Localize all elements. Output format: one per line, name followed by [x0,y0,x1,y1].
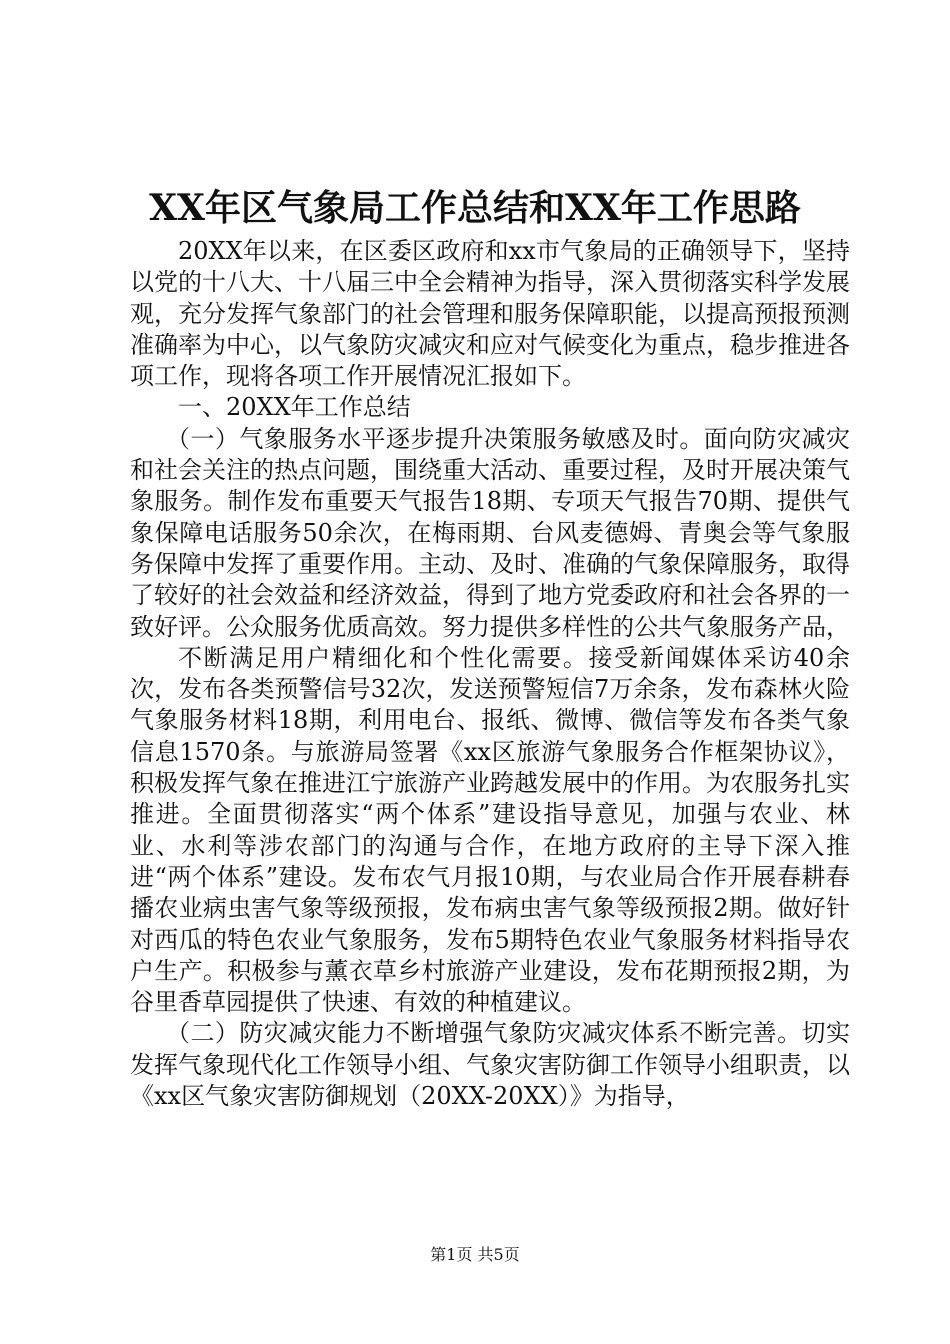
paragraph-public-service: 不断满足用户精细化和个性化需要。接受新闻媒体采访40余次，发布各类预警信号32次，发送预警短信7万余条，发布森林火险气象服务材料18期，利用电台、报纸、微博、微信等发布各类气象信息1570条。与旅游局签署《xx区旅游气象服务合作框架协议》，积极发挥气象在推进江宁旅游产业跨越发展中的作用。为农服务扎实推进。全面贯彻落实“两个体系”建设指导意见，加强与农业、林业、水利等涉农部门的沟通与合作，在地方政府的主导下深入推进“两个体系”建设。发布农气月报10期，与农业局合作开展春耕春播农业病虫害气象等级预报，发布病虫害气象等级预报2期。做好针对西瓜的特色农业气象服务，发布5期特色农业气象服务材料指导农户生产。积极参与薰衣草乡村旅游产业建设，发布花期预报2期，为谷里香草园提供了快速、有效的种植建议。 [130,643,850,1017]
page-title: XX年区气象局工作总结和XX年工作思路 [149,187,801,229]
document-body [130,236,850,1112]
section-heading: 一、20XX年工作总结 [178,393,411,422]
paragraph-disaster-prevention: （二）防灾减灾能力不断增强气象防灾减灾体系不断完善。切实发挥气象现代化工作领导小组、气象灾害防御工作领导小组职责，以《xx区气象灾害防御规划（20XX-20XX）》为指导， [130,1019,850,1111]
paragraph-service: （一）气象服务水平逐步提升决策服务敏感及时。面向防灾减灾和社会关注的热点问题，围绕重大活动、重要过程，及时开展决策气象服务。制作发布重要天气报告18期、专项天气报告70期、提供气象保障电话服务50余次，在梅雨期、台风麦德姆、青奥会等气象服务保障中发挥了重要作用。主动、及时、准确的气象保障服务，取得了较好的社会效益和经济效益，得到了地方党委政府和社会各界的一致好评。公众服务优质高效。努力提供多样性的公共气象服务产品， [130,424,850,641]
paragraph-intro: 20XX年以来，在区委区政府和xx市气象局的正确领导下，坚持以党的十八大、十八届三中全会精神为指导，深入贯彻落实科学发展观，充分发挥气象部门的社会管理和服务保障职能，以提高预报预测准确率为中心，以气象防灾减灾和应对气候变化为重点，稳步推进各项工作，现将各项工作开展情况汇报如下。 [130,237,850,391]
page-footer: 第1页 共5页 [430,1245,520,1264]
